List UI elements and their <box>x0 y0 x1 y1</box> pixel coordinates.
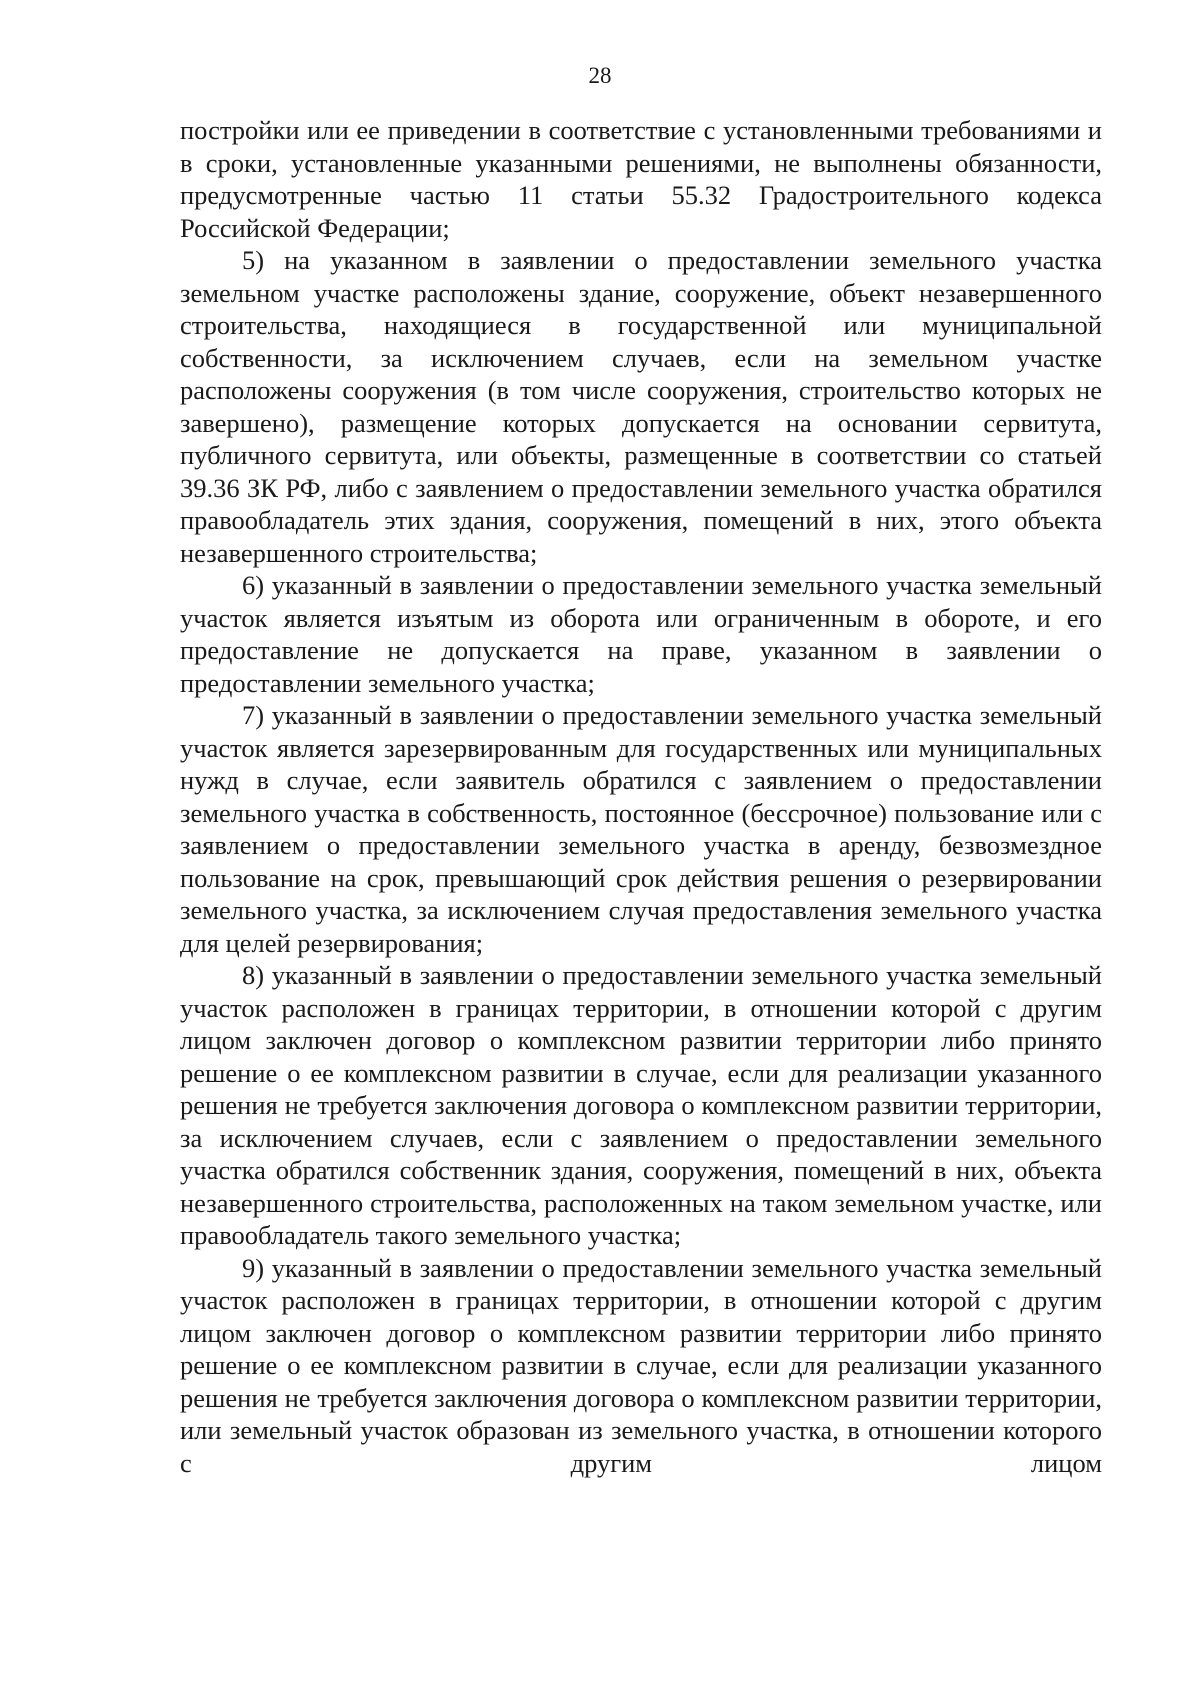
paragraph-item-9: 9) указанный в заявлении о предоставлении земельного участка земельный участок расположен в границах территории, в отношении которой с другим лицом заключен договор о комплексном развитии территории либо принято решение о ее комплексном развитии в случае, если для реализации указанного решения не требуется заключения договора о комплексном развитии территории, или земельный участок образован из земельного участка, в отношении которого с другим лицом <box>180 1252 1102 1478</box>
paragraph-item-8: 8) указанный в заявлении о предоставлении земельного участка земельный участок расположен в границах территории, в отношении которой с другим лицом заключен договор о комплексном развитии территории либо принято решение о ее комплексном развитии в случае, если для реализации указанного решения не требуется заключения договора о комплексном развитии территории, за исключением случаев, если с заявлением о предоставлении земельного участка обратился собственник здания, сооружения, помещений в них, объекта незавершенного строительства, расположенных на таком земельном участке, или правообладатель такого земельного участка; <box>180 960 1102 1250</box>
paragraph-item-6: 6) указанный в заявлении о предоставлении земельного участка земельный участок является изъятым из оборота или ограниченным в обороте, и его предоставление не допускается на праве, указанном в заявлении о предоставлении земельного участка; <box>180 570 1102 698</box>
paragraph-item-7: 7) указанный в заявлении о предоставлении земельного участка земельный участок является зарезервированным для государственных или муниципальных нужд в случае, если заявитель обратился с заявлением о предоставлении земельного участка в собственность, постоянное (бессрочное) пользование или с заявлением о предоставлении земельного участка в аренду, безвозмездное пользование на срок, превышающий срок действия решения о резервировании земельного участка, за исключением случая предоставления земельного участка для целей резервирования; <box>180 700 1102 958</box>
paragraph-item-5: 5) на указанном в заявлении о предоставлении земельного участка земельном участке расположены здание, сооружение, объект незавершенного строительства, находящиеся в государственной или муниципальной собственности, за исключением случаев, если на земельном участке расположены сооружения (в том числе сооружения, строительство которых не завершено), размещение которых допускается на основании сервитута, публичного сервитута, или объекты, размещенные в соответствии со статьей 39.36 ЗК РФ, либо с заявлением о предоставлении земельного участка обратился правообладатель этих здания, сооружения, помещений в них, этого объекта незавершенного строительства; <box>180 245 1102 568</box>
document-body <box>180 114 1102 1479</box>
page-number: 28 <box>588 63 612 88</box>
paragraph-continuation: постройки или ее приведении в соответствие с установленными требованиями и в сроки, установленные указанными решениями, не выполнены обязанности, предусмотренные частью 11 статьи 55.32 Градостроительного кодекса Российской Федерации; <box>180 115 1102 243</box>
